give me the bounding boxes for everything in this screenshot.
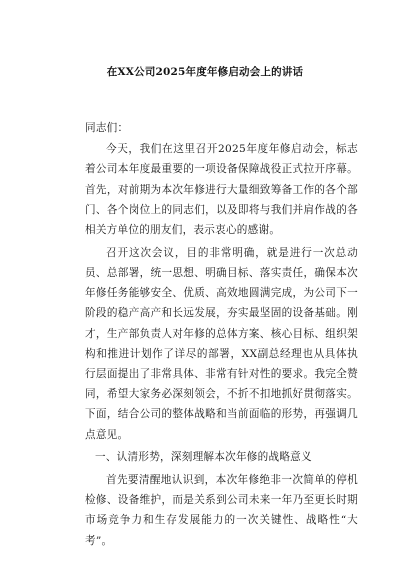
document-body [85, 118, 358, 553]
document-title: 在XX公司2025年度年修启动会上的讲话 [106, 66, 304, 78]
section-paragraph: 首先要清醒地认识到，本次年修绝非一次简单的停机检修、设备维护，而是关系到公司未来一年乃至更长时期市场竞争力和生存发展能力的一次关键性、战略性“大考”。 [85, 473, 358, 547]
paragraph-purpose: 召开这次会议，目的非常明确，就是进行一次总动员、总部署，统一思想、明确目标、落实责任，确保本次年修任务能够安全、优质、高效地圆满完成，为公司下一阶段的稳产高产和长远发展，夯实最坚固的设备基础。刚才，生产部负责人对年修的总体方案、核心目标、组织架构和推进计划作了详尽的部署，XX副总经理也从具体执行层面提出了非常具体、非常有针对性的要求。我完全赞同，希望大家务必深刻领会，不折不扣地抓好贯彻落实。下面，结合公司的整体战略和当前面临的形势，再强调几点意见。 [85, 246, 358, 441]
paragraph-opening: 今天，我们在这里召开2025年度年修启动会，标志着公司本年度最重要的一项设备保障战役正式拉开序幕。首先，对前期为本次年修进行大量细致筹备工作的各个部门、各个岗位上的同志们，以及即将与我们并肩作战的各相关方单位的朋友们，表示衷心的感谢。 [85, 143, 358, 237]
section-heading: 一、认清形势，深刻理解本次年修的战略意义 [95, 451, 312, 464]
greeting: 同志们： [85, 122, 129, 134]
